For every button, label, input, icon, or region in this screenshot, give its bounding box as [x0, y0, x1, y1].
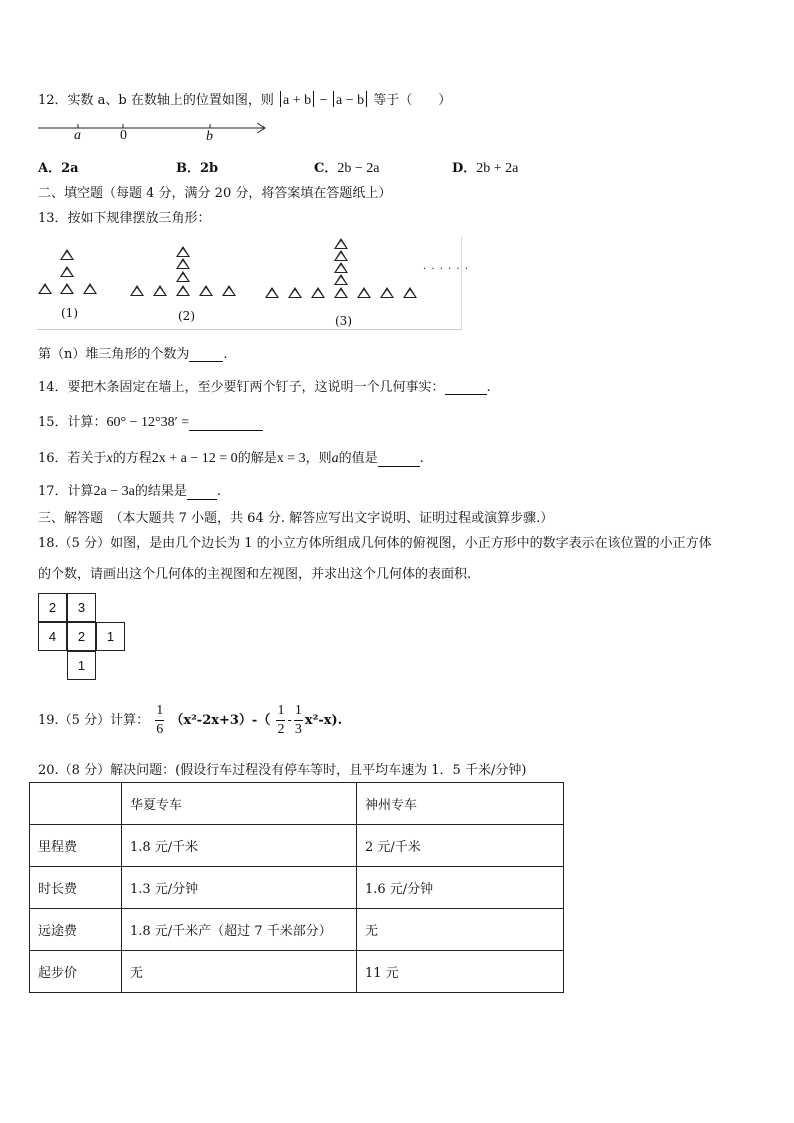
q17-question [38, 480, 221, 500]
option-letter: C． [314, 161, 338, 176]
fraction [155, 702, 164, 739]
table-cell: 1.6 元/分钟 [357, 867, 564, 909]
q20-stem: 20.（8 分）解决问题：(假设行车过程没有停车等时，且平均车速为 1．5 千米/分钟) [38, 763, 527, 778]
fraction [276, 702, 285, 739]
table-cell: 无 [122, 951, 357, 993]
fraction [294, 702, 303, 739]
period: . [223, 347, 228, 362]
q16-var-a: a [331, 451, 339, 466]
table-cell: 2 元/千米 [357, 825, 564, 867]
answer-blank[interactable] [445, 379, 487, 395]
q12-minus: − [316, 93, 332, 108]
q13-caption-3: (3) [335, 314, 352, 328]
q16-solution: x = 3 [276, 451, 306, 466]
table-cell: 1.8 元/千米 [122, 825, 357, 867]
q13-caption-2: (2) [178, 309, 195, 323]
answer-blank[interactable] [378, 451, 420, 467]
grid-cell: 1 [96, 622, 125, 651]
q16-text: 的解是 [237, 451, 277, 466]
table-row [30, 951, 564, 993]
table-cell: 11 元 [357, 951, 564, 993]
table-cell: 1.3 元/分钟 [122, 867, 357, 909]
option-letter: B． [176, 161, 200, 176]
period: . [419, 451, 424, 466]
period: . [216, 484, 222, 499]
grid-cell: 3 [67, 593, 96, 622]
numerator: 1 [294, 702, 303, 721]
q16-text: 16．若关于 [38, 451, 107, 466]
option-letter: A． [38, 161, 62, 176]
q16-text: 的方程 [112, 451, 152, 466]
grid-cell: 1 [67, 651, 96, 680]
q19-expr: （x²-2x+3）-（ [170, 713, 271, 728]
table-row [30, 825, 564, 867]
axis-label-b: b [206, 129, 213, 144]
q15-question [38, 411, 263, 431]
q13-question [38, 343, 228, 362]
q18-line2: 的个数，请画出这个几何体的主视图和左视图，并求出这个几何体的表面积. [38, 567, 472, 582]
q14-question [38, 376, 491, 395]
q12-option-a[interactable] [38, 157, 79, 176]
axis-label-a: a [74, 128, 81, 143]
q16-equation: 2x + a − 12 = 0 [151, 451, 238, 466]
row-label: 时长费 [30, 867, 122, 909]
q16-var-x: x [106, 451, 113, 466]
option-letter: D． [452, 161, 477, 176]
header-cell [30, 783, 122, 825]
q12-option-b[interactable] [176, 157, 218, 176]
grid-cell: 4 [38, 622, 67, 651]
q19-text: 19.（5 分）计算： [38, 713, 150, 728]
table-cell: 1.8 元/千米产（超过 7 千米部分） [122, 909, 357, 951]
q12-option-d[interactable] [452, 157, 518, 177]
fare-table [29, 782, 564, 993]
header-cell: 华夏专车 [122, 783, 357, 825]
denominator: 3 [294, 722, 302, 737]
table-row [30, 867, 564, 909]
answer-blank[interactable] [189, 346, 223, 362]
table-cell: 无 [357, 909, 564, 951]
table-row [30, 909, 564, 951]
q12-number-line [36, 118, 276, 144]
q16-text: ，则 [305, 451, 332, 466]
q13-figure [37, 236, 469, 330]
q12-prefix: 12．实数 a、b 在数轴上的位置如图，则 [38, 93, 274, 108]
denominator: 2 [277, 722, 285, 737]
q15-text: 15．计算： [38, 415, 107, 430]
q15-expr: 60° − 12°38′ = [106, 415, 190, 430]
q18-line1: 18.（5 分）如图，是由几个边长为 1 的小立方体所组成几何体的俯视图，小正方形中的数字表示在该位置的小正方体 [38, 536, 712, 551]
q19-minus: - [287, 713, 292, 728]
q13-stem: 13．按如下规律摆放三角形： [38, 211, 211, 226]
q17-text: 的结果是 [134, 484, 187, 499]
q19-expr: x²-x). [304, 713, 343, 728]
period: . [486, 380, 491, 395]
option-text: 2b − 2a [337, 161, 380, 176]
q17-expr: 2a − 3a [93, 484, 135, 499]
q13-dots: · · · · · · [423, 264, 469, 275]
q14-text: 14．要把木条固定在墙上，至少要钉两个钉子，这说明一个几何事实： [38, 380, 445, 395]
grid-cell: 2 [38, 593, 67, 622]
row-label: 远途费 [30, 909, 122, 951]
q12-expr2: a − b [336, 93, 365, 108]
q12-stem [38, 89, 451, 109]
answer-blank[interactable] [189, 415, 263, 431]
option-text: 2a [61, 161, 79, 176]
numerator: 1 [155, 702, 164, 721]
section3-heading: 三、解答题 （本大题共 7 小题，共 64 分. 解答应写出文字说明、证明过程或演算步骤.） [38, 511, 554, 526]
q13-caption-1: (1) [61, 306, 78, 320]
q12-expr1: a + b [283, 93, 312, 108]
grid-cell: 2 [67, 622, 96, 651]
axis-label-0: 0 [120, 128, 127, 143]
row-label: 里程费 [30, 825, 122, 867]
q17-text: 17．计算 [38, 484, 94, 499]
numerator: 1 [276, 702, 285, 721]
q16-text: 的值是 [338, 451, 378, 466]
row-label: 起步价 [30, 951, 122, 993]
q19-question [38, 702, 342, 739]
answer-blank[interactable] [187, 484, 217, 500]
table-header-row [30, 783, 564, 825]
q13-line: 第（n）堆三角形的个数为 [38, 347, 190, 362]
q12-abs-expr [278, 93, 369, 108]
q12-option-c[interactable] [314, 157, 379, 177]
option-text: 2b + 2a [476, 161, 519, 176]
denominator: 6 [156, 722, 164, 737]
option-text: 2b [200, 161, 219, 176]
header-cell: 神州专车 [357, 783, 564, 825]
section2-heading: 二、填空题（每题 4 分，满分 20 分，将答案填在答题纸上） [38, 186, 392, 201]
q12-suffix: 等于（ ） [373, 93, 452, 108]
q16-question [38, 447, 424, 467]
